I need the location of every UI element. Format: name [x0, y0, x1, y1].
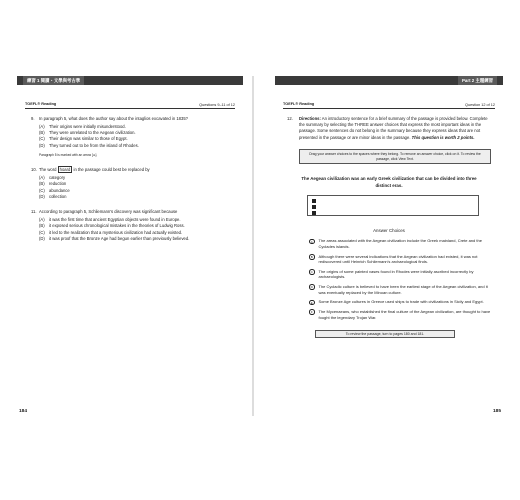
- chapter-banner: [17, 76, 243, 85]
- summary-sentence: The Aegean civilization was an early Greek civilization that can be divided into three distinct eras.: [301, 176, 477, 188]
- directions-label: Directions:: [299, 116, 321, 121]
- answer-option[interactable]: [39, 143, 231, 149]
- option-letter: (D): [39, 235, 45, 241]
- question-stem: [39, 167, 150, 173]
- option-text: it exposed serious chronological mistakes in the theories of Ludwig Ross.: [49, 223, 185, 229]
- question-number: 12.: [287, 116, 293, 121]
- running-header: [283, 101, 495, 109]
- summary-question: [287, 116, 491, 338]
- page-number: 184: [19, 409, 28, 414]
- option-letter: (C): [39, 136, 45, 142]
- answer-choices-title: Answer Choices: [373, 228, 405, 234]
- option-letter: (A): [39, 217, 45, 223]
- option-letter: (A): [39, 175, 45, 181]
- option-text: it led to the realization that a mysterious civilization had actually existed.: [49, 229, 183, 235]
- choice-text: Although there were several indications that the Aegean civilization had existed, it was not rediscovered until Heinrich Schliemann's archaeological finds.: [318, 253, 478, 265]
- questions-block: [31, 116, 231, 251]
- choice-letter: E: [310, 300, 313, 305]
- question-number: 10.: [31, 167, 37, 173]
- directions-body: An introductory sentence for a brief summary of the passage is provided below. Complete the summary by selecting the THREE answer choices that express the most important ideas in the passage. Some sentences do not belong in the summary because they express ideas that are not presented in the passage or are minor ideas in the passage.: [299, 116, 488, 140]
- answer-choice[interactable]: [309, 309, 491, 320]
- drag-instructions: Drag your answer choices to the spaces where they belong. To remove an answer choice, click on it. To review the passage, click View Text.: [299, 149, 491, 165]
- option-text: Their design was similar to those of Egypt.: [49, 136, 128, 142]
- answer-option[interactable]: [39, 194, 231, 200]
- stem-text: The word: [39, 167, 58, 173]
- chapter-tab: 練習 1 閱讀・文學與考古學: [23, 76, 84, 85]
- option-text: category: [49, 175, 66, 181]
- option-text: reduction: [49, 181, 67, 187]
- option-letter: (C): [39, 229, 45, 235]
- bullet-slot[interactable]: [312, 211, 316, 215]
- option-text: abundance: [49, 187, 70, 193]
- header-title: TOEFL® Reading: [25, 102, 57, 106]
- choice-letter: F: [310, 310, 313, 315]
- choice-text: The Cycladic culture is believed to have been the earliest stage of the Aegean civilization, and it was eventually replaced by the Minoan culture.: [318, 283, 488, 295]
- option-text: it was the first time that ancient Egyptian objects were found in Europe.: [49, 217, 181, 223]
- question-9: [31, 116, 231, 158]
- question-counter: Question 12 of 12: [465, 103, 495, 107]
- choice-text: The Mycenaeans, who established the final culture of the Aegean civilization, are thought to have fought the legendary Trojan War.: [318, 309, 491, 320]
- page-number: 185: [492, 409, 501, 414]
- answer-choice[interactable]: [309, 299, 491, 305]
- option-letter: (A): [39, 123, 45, 129]
- bullet-slot[interactable]: [312, 199, 316, 203]
- paragraph-note: Paragraph 5 is marked with an arrow [➡].: [39, 152, 98, 157]
- option-letter: (B): [39, 181, 45, 187]
- bullet-slot[interactable]: [312, 205, 316, 209]
- choice-letter: D: [310, 285, 313, 290]
- option-text: They were unrelated to the Aegean civilization.: [49, 130, 136, 136]
- left-page: [17, 76, 243, 416]
- answer-choice[interactable]: [309, 269, 491, 280]
- question-number: 11.: [31, 209, 37, 215]
- answer-drop-area[interactable]: [307, 195, 479, 216]
- header-title: TOEFL® Reading: [283, 102, 315, 106]
- question-number: 9.: [31, 116, 35, 121]
- directions: [287, 116, 491, 141]
- option-text: collection: [49, 193, 67, 199]
- question-stem: In paragraph 5, what does the author say about the intaglios excavated in 1835?: [39, 116, 188, 121]
- points-note: This question is worth 2 points.: [411, 134, 475, 140]
- option-text: Their origins were initially misunderstood.: [49, 123, 126, 129]
- answer-choice[interactable]: [309, 254, 491, 265]
- highlighted-word: hoard: [59, 167, 71, 173]
- question-stem: According to paragraph 5, Schliemann's discovery was significant because: [39, 209, 178, 215]
- choice-text: Some Bronze Age cultures in Greece used ships to trade with civilizations in Sicily and Egypt.: [318, 299, 484, 305]
- choice-text: The areas associated with the Aegean civilization include the Greek mainland, Crete and the Cyclades islands.: [318, 238, 482, 250]
- answer-option[interactable]: [39, 236, 231, 242]
- option-letter: (B): [39, 130, 45, 136]
- choice-letter: C: [310, 270, 313, 275]
- choice-letter: B: [310, 255, 313, 259]
- running-header: [25, 101, 235, 109]
- question-10: [31, 167, 231, 200]
- question-11: [31, 209, 231, 242]
- option-text: They turned out to be from the island of Rhodes.: [49, 142, 139, 148]
- directions-text: [299, 116, 491, 141]
- part-banner: [275, 76, 503, 85]
- book-gutter: [252, 76, 254, 416]
- option-letter: (C): [39, 187, 45, 193]
- review-note: To review the passage, turn to pages 180 and 181.: [315, 330, 455, 338]
- option-text: it was proof that the Bronze Age had begun earlier than previously believed.: [49, 235, 190, 241]
- answer-choice[interactable]: [309, 238, 491, 249]
- option-letter: (B): [39, 223, 45, 229]
- choice-text: The origins of some painted vases found in Rhodes were initially ascribed incorrectly by archaeologists.: [318, 268, 474, 280]
- answer-choice[interactable]: [309, 284, 491, 295]
- choice-letter: A: [310, 239, 313, 244]
- right-page: [275, 76, 503, 416]
- part-tab: Part 2 主題練習: [458, 76, 497, 85]
- option-letter: (D): [39, 193, 45, 199]
- option-letter: (D): [39, 142, 45, 148]
- stem-text: in the passage could best be replaced by: [72, 167, 150, 173]
- question-counter: Questions 9–11 of 12: [199, 103, 235, 107]
